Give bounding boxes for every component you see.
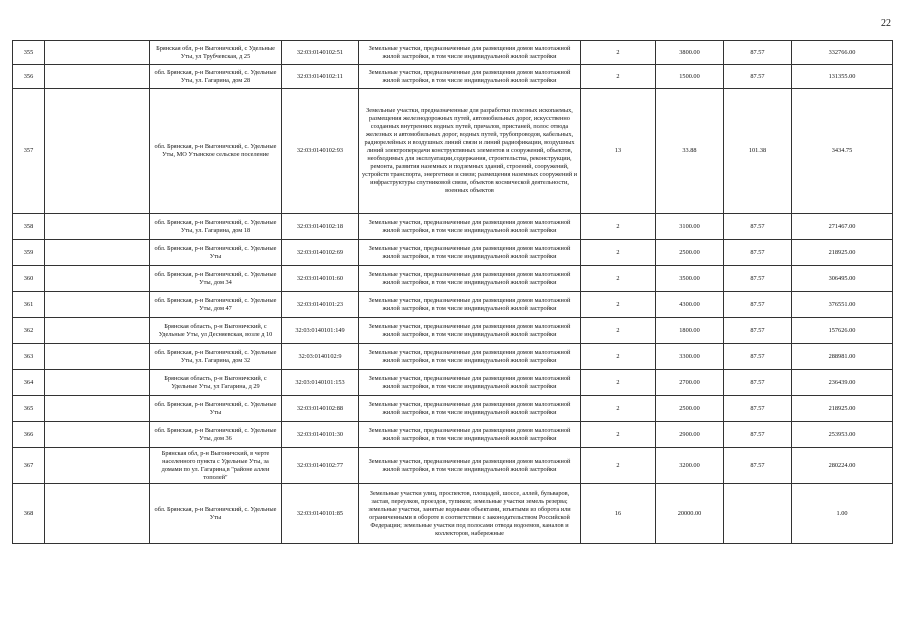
blank-cell [45,484,150,544]
rate-cell: 87.57 [724,318,792,344]
page-number: 22 [881,18,891,29]
cadastral-number-cell: 32:03:0140102:88 [282,396,359,422]
cadastral-number-cell: 32:03:0140102:51 [282,41,359,65]
cadastral-number-cell: 32:03:0140101:153 [282,370,359,396]
blank-cell [45,370,150,396]
cadastral-number-cell: 32:03:0140102:93 [282,89,359,214]
table-row [13,41,893,65]
rate-cell: 87.57 [724,396,792,422]
address-cell: Брянская обл, р-н Выгоничский, с Удельные Уты, ул Трубчевская, д 25 [150,41,282,65]
group-cell: 13 [581,89,656,214]
row-number: 367 [13,448,45,484]
amount-cell: 1.00 [792,484,893,544]
rate-cell: 87.57 [724,266,792,292]
row-number: 359 [13,240,45,266]
table-row [13,240,893,266]
group-cell: 2 [581,266,656,292]
blank-cell [45,240,150,266]
amount-cell: 3434.75 [792,89,893,214]
rate-cell: 101.38 [724,89,792,214]
table-row [13,214,893,240]
table-row [13,89,893,214]
land-register-table [12,40,893,544]
address-cell: обл. Брянская, р-н Выгоничский, с. Удельные Уты, дом 34 [150,266,282,292]
value-cell: 1800.00 [656,318,724,344]
address-cell: обл. Брянская, р-н Выгоничский, с. Удельные Уты, дом 36 [150,422,282,448]
table-row [13,292,893,318]
table-row [13,65,893,89]
blank-cell [45,292,150,318]
permitted-use-cell: Земельные участки, предназначенные для размещения домов малоэтажной жилой застройки, в том числе индивидуальной жилой застройки [359,448,581,484]
group-cell: 2 [581,370,656,396]
rate-cell: 87.57 [724,292,792,318]
cadastral-number-cell: 32:03:0140101:23 [282,292,359,318]
cadastral-number-cell: 32:03:0140102:77 [282,448,359,484]
value-cell: 20000.00 [656,484,724,544]
group-cell: 2 [581,240,656,266]
address-cell: обл. Брянская, р-н Выгоничский, с. Удельные Уты [150,484,282,544]
amount-cell: 288981.00 [792,344,893,370]
rate-cell: 87.57 [724,65,792,89]
amount-cell: 236439.00 [792,370,893,396]
value-cell: 3100.00 [656,214,724,240]
amount-cell: 157626.00 [792,318,893,344]
cadastral-number-cell: 32:03:0140102:9 [282,344,359,370]
address-cell: обл. Брянская, р-н Выгоничский, с. Удельные Уты, ул. Гагарина, дом 28 [150,65,282,89]
table-row [13,484,893,544]
address-cell: Брянская область, р-н Выгоничский, с Удельные Уты, ул Гагарина, д 29 [150,370,282,396]
row-number: 360 [13,266,45,292]
address-cell: обл. Брянская, р-н Выгоничский, с. Удельные Уты, ул. Гагарина, дом 18 [150,214,282,240]
row-number: 363 [13,344,45,370]
rate-cell: 87.57 [724,41,792,65]
address-cell: обл. Брянская, р-н Выгоничский, с. Удельные Уты [150,240,282,266]
permitted-use-cell: Земельные участки, предназначенные для размещения домов малоэтажной жилой застройки, в том числе индивидуальной жилой застройки [359,292,581,318]
permitted-use-cell: Земельные участки, предназначенные для размещения домов малоэтажной жилой застройки, в том числе индивидуальной жилой застройки [359,65,581,89]
blank-cell [45,422,150,448]
row-number: 361 [13,292,45,318]
rate-cell: 87.57 [724,240,792,266]
table-row [13,266,893,292]
permitted-use-cell: Земельные участки, предназначенные для размещения домов малоэтажной жилой застройки, в том числе индивидуальной жилой застройки [359,41,581,65]
amount-cell: 332766.00 [792,41,893,65]
amount-cell: 131355.00 [792,65,893,89]
amount-cell: 218925.00 [792,396,893,422]
row-number: 357 [13,89,45,214]
group-cell: 2 [581,41,656,65]
table-row [13,344,893,370]
permitted-use-cell: Земельные участки, предназначенные для размещения домов малоэтажной жилой застройки, в том числе индивидуальной жилой застройки [359,266,581,292]
permitted-use-cell: Земельные участки, предназначенные для размещения домов малоэтажной жилой застройки, в том числе индивидуальной жилой застройки [359,214,581,240]
blank-cell [45,396,150,422]
table-row [13,396,893,422]
rate-cell: 87.57 [724,422,792,448]
group-cell: 2 [581,318,656,344]
amount-cell: 376551.00 [792,292,893,318]
amount-cell: 218925.00 [792,240,893,266]
group-cell: 2 [581,292,656,318]
rate-cell: 87.57 [724,344,792,370]
permitted-use-cell: Земельные участки, предназначенные для размещения домов малоэтажной жилой застройки, в том числе индивидуальной жилой застройки [359,344,581,370]
permitted-use-cell: Земельные участки, предназначенные для размещения домов малоэтажной жилой застройки, в том числе индивидуальной жилой застройки [359,422,581,448]
group-cell: 2 [581,422,656,448]
amount-cell: 271467.00 [792,214,893,240]
value-cell: 3500.00 [656,266,724,292]
value-cell: 3300.00 [656,344,724,370]
amount-cell: 280224.00 [792,448,893,484]
blank-cell [45,214,150,240]
cadastral-number-cell: 32:03:0140102:69 [282,240,359,266]
value-cell: 33.88 [656,89,724,214]
group-cell: 2 [581,448,656,484]
table-row [13,448,893,484]
row-number: 362 [13,318,45,344]
cadastral-number-cell: 32:03:0140102:11 [282,65,359,89]
cadastral-number-cell: 32:03:0140101:85 [282,484,359,544]
table-body [13,41,893,544]
permitted-use-cell: Земельные участки улиц, проспектов, площадей, шоссе, аллей, бульваров, застав, переулков, проездов, тупиков; земельные участки земель резерва; земельные участки, занятые водными объектами, изъятыми из оборота или ограниченными в обороте в соответствии с законодательством Российской Федерации; земельные участки под полосами отвода водоемов, каналов и коллекторов, набережные [359,484,581,544]
cadastral-number-cell: 32:03:0140101:60 [282,266,359,292]
table-row [13,318,893,344]
table-row [13,370,893,396]
blank-cell [45,266,150,292]
row-number: 368 [13,484,45,544]
group-cell: 2 [581,65,656,89]
row-number: 355 [13,41,45,65]
address-cell: обл. Брянская, р-н Выгоничский, с. Удельные Уты [150,396,282,422]
group-cell: 2 [581,214,656,240]
address-cell: обл. Брянская, р-н Выгоничский, с. Удельные Уты, ул. Гагарина, дом 32 [150,344,282,370]
blank-cell [45,318,150,344]
blank-cell [45,65,150,89]
blank-cell [45,89,150,214]
row-number: 364 [13,370,45,396]
group-cell: 2 [581,396,656,422]
blank-cell [45,344,150,370]
row-number: 356 [13,65,45,89]
value-cell: 1500.00 [656,65,724,89]
group-cell: 2 [581,344,656,370]
amount-cell: 306495.00 [792,266,893,292]
cadastral-number-cell: 32:03:0140101:30 [282,422,359,448]
value-cell: 3200.00 [656,448,724,484]
address-cell: Брянская обл, р-н Выгоничский, в черте населенного пункта с Удельные Уты, за домами по ул. Гагарина,в "районе аллеи тополей" [150,448,282,484]
address-cell: Брянская область, р-н Выгоничский, с Удельные Уты, ул Десняевская, возле д 10 [150,318,282,344]
rate-cell [724,484,792,544]
value-cell: 2500.00 [656,396,724,422]
table-row [13,422,893,448]
rate-cell: 87.57 [724,370,792,396]
permitted-use-cell: Земельные участки, предназначенные для размещения домов малоэтажной жилой застройки, в том числе индивидуальной жилой застройки [359,318,581,344]
row-number: 365 [13,396,45,422]
value-cell: 4300.00 [656,292,724,318]
value-cell: 2900.00 [656,422,724,448]
blank-cell [45,448,150,484]
amount-cell: 253953.00 [792,422,893,448]
address-cell: обл. Брянская, р-н Выгоничский, с. Удельные Уты, МО Утынское сельское поселение [150,89,282,214]
cadastral-number-cell: 32:03:0140102:18 [282,214,359,240]
permitted-use-cell: Земельные участки, предназначенные для размещения домов малоэтажной жилой застройки, в том числе индивидуальной жилой застройки [359,396,581,422]
group-cell: 16 [581,484,656,544]
row-number: 358 [13,214,45,240]
permitted-use-cell: Земельные участки, предназначенные для разработки полезных ископаемых, размещения железнодорожных путей, автомобильных дорог, искусственно созданных внутренних водных путей, причалов, пристаней, полос отвода железных и автомобильных дорог, водных путей, трубопроводов, кабельных, радиорелейных и воздушных линий связи и линий радиофикации, воздушных линий электропередачи конструктивных элементов и сооружений, объектов, необходимых для эксплуатации,содержания, строительства, реконструкции, ремонта, развития наземных и подземных зданий, строений, сооружений, устройств транспорта, энергетики и связи; размещения наземных сооружений и инфраструктуры спутниковой связи, объектов космической деятельности, военных объектов [359,89,581,214]
value-cell: 2700.00 [656,370,724,396]
rate-cell: 87.57 [724,448,792,484]
cadastral-number-cell: 32:03:0140101:149 [282,318,359,344]
permitted-use-cell: Земельные участки, предназначенные для размещения домов малоэтажной жилой застройки, в том числе индивидуальной жилой застройки [359,240,581,266]
permitted-use-cell: Земельные участки, предназначенные для размещения домов малоэтажной жилой застройки, в том числе индивидуальной жилой застройки [359,370,581,396]
blank-cell [45,41,150,65]
value-cell: 2500.00 [656,240,724,266]
address-cell: обл. Брянская, р-н Выгоничский, с. Удельные Уты, дом 47 [150,292,282,318]
rate-cell: 87.57 [724,214,792,240]
row-number: 366 [13,422,45,448]
value-cell: 3800.00 [656,41,724,65]
